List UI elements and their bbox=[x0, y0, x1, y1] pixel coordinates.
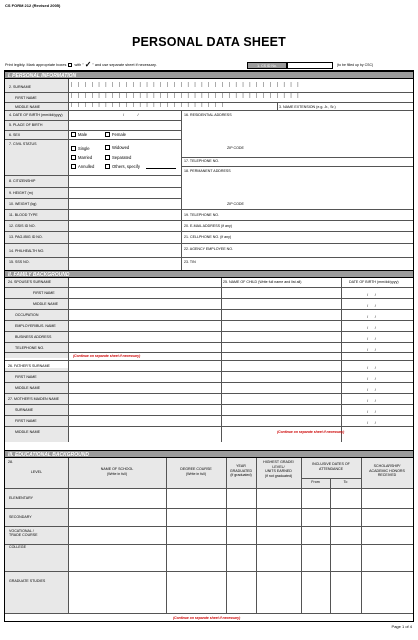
civil-status-label: 7. CIVIL STATUS bbox=[9, 142, 37, 146]
education-level-secondary: SECONDARY bbox=[9, 515, 32, 519]
first-name-label: FIRST NAME bbox=[15, 96, 37, 100]
education-from-header: From bbox=[311, 480, 320, 484]
instructions-with: with " bbox=[74, 63, 84, 67]
section-personal-header bbox=[5, 71, 413, 79]
civil-widowed-checkbox[interactable] bbox=[105, 145, 110, 150]
education-degree-header: DEGREE COURSE (Write in full) bbox=[180, 467, 212, 476]
form-body: I. PERSONAL INFORMATION 2. SURNAME | | | | | | | | | | | | | | | | | | | | | | | | | | | | | | | | | | FIRST NAME | | | | | | | | | | | | | | | | | | | | | | | | | | | | | | | | | | MIDDLE NAME | | | | | | | | | | | | | | | | | | | | | | | 3. NAME EXTENSION (e.g. Jr., Sr.) 4. DATE OF BIRTH (mm/dd/yyyy) / / 16. RESIDENTIAL ADDRESS 5. PLACE OF BIRTH 6. SEX Male Female 7. CIVIL STATUS ZIP CODE Single Widowed Married Separated 17. TELEPHONE NO. Annulled Others, specify 18. PERMANENT ADDRESS 8. CITIZENSHIP 9. HEIGHT (m) 10. WEIGHT (kg) ZIP CODE 11. BLOOD TYPE 19. TELEPHONE NO. 12. GSIS ID NO. 20. E-MAIL ADDRESS (if any) 13. PAG-IBIG ID NO. 21. CELLPHONE NO. (if any) 14. PHILHEALTH NO. 22. AGENCY EMPLOYEE NO. 15. SSS NO. 23. TIN II. FAMILY BACKGROUND 24. SPOUSE'S SURNAME 25. NAME OF CHILD (Write full name and list all) DATE OF BIRTH (mm/dd/yyyy) FIRST NAME MIDDLE NAME OCCUPATION EMPLOYER/BUS. NAME BUSINESS ADDRESS TELEPHONE NO. (Continue on separate sheet if necessary) 26. FATHER'S SURNAME FIRST NAME MIDDLE NAME 27. MOTHER'S MAIDEN NAME SURNAME FIRST NAME MIDDLE NAME (Continue on separate sheet if necessary) / / / / / / / / / / / / / / / / / / / / / / / / III. EDUCATIONAL BACKGROUND 28. LEVEL NAME OF SCHOOL (Write in full) DEGREE COURSE (Write in full) YEAR GRADUATED (if graduated) HIGHEST GRADE/ LEVEL/ UNITS EARNED (if not graduated) INCLUSIVE DATES OF ATTENDANCE From To SCHOLARSHIP/ ACADEMIC HONORS RECEIVED ELEMENTARY SECONDARY VOCATIONAL / TRADE COURSE COLLEGE GRADUATE STUDIES (Continue on separate sheet if necessary) bbox=[4, 70, 414, 622]
continue-note-2: (Continue on separate sheet if necessary) bbox=[277, 430, 345, 434]
cs-id-note: (to be filled up by CSC) bbox=[337, 63, 374, 67]
first-name-field[interactable]: | | | | | | | | | | | | | | | | | | | | | | | | | | | | | | | | | | bbox=[71, 93, 299, 99]
height-label: 9. HEIGHT (m) bbox=[9, 191, 33, 195]
checkbox-sample-icon bbox=[68, 63, 72, 67]
gsis-label: 12. GSIS ID NO. bbox=[9, 224, 36, 228]
spouse-middle-name-label: MIDDLE NAME bbox=[33, 302, 58, 306]
middle-name-field[interactable]: | | | | | | | | | | | | | | | | | | | | | | | bbox=[71, 102, 224, 108]
dob-label: 4. DATE OF BIRTH (mm/dd/yyyy) bbox=[9, 113, 63, 117]
education-level-college: COLLEGE bbox=[9, 545, 26, 549]
pagibig-label: 13. PAG-IBIG ID NO. bbox=[9, 235, 43, 239]
form-id: CS FORM 212 (Revised 2005) bbox=[5, 3, 61, 8]
middle-name-label: MIDDLE NAME bbox=[15, 105, 40, 109]
civil-married-checkbox[interactable] bbox=[71, 155, 76, 160]
children-dob-header: DATE OF BIRTH (mm/dd/yyyy) bbox=[349, 280, 399, 284]
education-year-header: YEAR GRADUATED (if graduated) bbox=[229, 464, 253, 478]
page-number: Page 1 of 4 bbox=[391, 624, 412, 629]
education-level-header: LEVEL bbox=[30, 470, 43, 474]
sex-label: 6. SEX bbox=[9, 133, 21, 137]
education-inclusive-header: INCLUSIVE DATES OF ATTENDANCE bbox=[312, 462, 350, 471]
section-family-header bbox=[5, 270, 413, 278]
blood-type-label: 11. BLOOD TYPE bbox=[9, 213, 38, 217]
civil-others-label: Others, specify bbox=[112, 164, 140, 169]
zip-code-1-label: ZIP CODE bbox=[227, 146, 244, 150]
mother-maiden-label: 27. MOTHER'S MAIDEN NAME bbox=[8, 397, 60, 401]
civil-annulled-label: Annulled bbox=[78, 164, 95, 169]
civil-married-label: Married bbox=[78, 155, 93, 160]
continue-note-1: (Continue on separate sheet if necessary) bbox=[73, 354, 141, 358]
spouse-first-name-label: FIRST NAME bbox=[33, 291, 55, 295]
spouse-surname-label: 24. SPOUSE'S SURNAME bbox=[8, 280, 52, 284]
name-extension-label: 3. NAME EXTENSION (e.g. Jr., Sr.) bbox=[279, 105, 336, 109]
education-school-header: NAME OF SCHOOL (Write in full) bbox=[100, 467, 134, 476]
education-to-header: To bbox=[343, 480, 348, 484]
mother-middle-name-label: MIDDLE NAME bbox=[15, 430, 40, 434]
spouse-employer-label: EMPLOYER/BUS. NAME bbox=[15, 324, 56, 328]
telephone-1-label: 17. TELEPHONE NO. bbox=[184, 159, 220, 163]
civil-separated-label: Separated bbox=[112, 155, 132, 160]
education-item-number: 28. bbox=[8, 460, 13, 464]
zip-code-2-label: ZIP CODE bbox=[227, 202, 244, 206]
mother-first-name-label: FIRST NAME bbox=[15, 419, 37, 423]
children-header: 25. NAME OF CHILD (Write full name and list all) bbox=[223, 280, 302, 284]
philhealth-label: 14. PHILHEALTH NO. bbox=[9, 249, 45, 253]
civil-annulled-checkbox[interactable] bbox=[71, 164, 76, 169]
father-first-name-label: FIRST NAME bbox=[15, 375, 37, 379]
sex-male-label: Male bbox=[78, 132, 88, 137]
education-highest-header: HIGHEST GRADE/ LEVEL/ UNITS EARNED (if not graduated) bbox=[263, 460, 294, 478]
email-label: 20. E-MAIL ADDRESS (if any) bbox=[184, 224, 232, 228]
surname-label: 2. SURNAME bbox=[9, 85, 31, 89]
telephone-2-label: 19. TELEPHONE NO. bbox=[184, 213, 220, 217]
citizenship-label: 8. CITIZENSHIP bbox=[9, 179, 36, 183]
civil-widowed-label: Widowed bbox=[112, 145, 130, 150]
instructions bbox=[5, 60, 157, 69]
education-honors-header: SCHOLARSHIP/ ACADEMIC HONORS RECEIVED bbox=[369, 464, 405, 478]
tin-label: 23. TIN bbox=[184, 260, 196, 264]
civil-single-label: Single bbox=[78, 146, 90, 151]
checkmark-icon: ✓ bbox=[84, 60, 92, 69]
sex-female-checkbox[interactable] bbox=[105, 132, 110, 137]
father-surname-label: 26. FATHER'S SURNAME bbox=[8, 364, 50, 368]
cs-id-label: 1. CS ID No. bbox=[247, 62, 287, 69]
instructions-suffix: " and use separate sheet if necessary. bbox=[92, 63, 157, 67]
sss-label: 15. SSS NO. bbox=[9, 260, 30, 264]
spouse-occupation-label: OCCUPATION bbox=[15, 313, 39, 317]
residential-address-label: 16. RESIDENTIAL ADDRESS bbox=[184, 113, 232, 117]
section-personal-title: I. PERSONAL INFORMATION bbox=[8, 73, 77, 79]
instructions-prefix: Print legibly. Mark appropriate boxes bbox=[5, 63, 67, 67]
section-education-title: III. EDUCATIONAL BACKGROUND bbox=[8, 452, 89, 458]
civil-separated-checkbox[interactable] bbox=[105, 155, 110, 160]
mother-surname-label: SURNAME bbox=[15, 408, 33, 412]
section-family-title: II. FAMILY BACKGROUND bbox=[8, 272, 70, 278]
permanent-address-label: 18. PERMANENT ADDRESS bbox=[184, 169, 231, 173]
civil-single-checkbox[interactable] bbox=[71, 146, 76, 151]
page-title: PERSONAL DATA SHEET bbox=[131, 35, 287, 49]
section-education-header bbox=[5, 450, 413, 458]
sex-female-label: Female bbox=[112, 132, 126, 137]
education-level-graduate: GRADUATE STUDIES bbox=[9, 579, 46, 583]
sex-male-checkbox[interactable] bbox=[71, 132, 76, 137]
continue-note-3: (Continue on separate sheet if necessary) bbox=[173, 616, 241, 620]
education-level-elementary: ELEMENTARY bbox=[9, 496, 34, 500]
education-level-vocational: VOCATIONAL / TRADE COURSE bbox=[9, 529, 38, 537]
spouse-business-address-label: BUSINESS ADDRESS bbox=[15, 335, 52, 339]
agency-employee-label: 22. AGENCY EMPLOYEE NO. bbox=[184, 247, 234, 251]
surname-field[interactable]: | | | | | | | | | | | | | | | | | | | | | | | | | | | | | | | | | | bbox=[71, 82, 299, 88]
spouse-telephone-label: TELEPHONE NO. bbox=[15, 346, 45, 350]
civil-others-checkbox[interactable] bbox=[105, 164, 110, 169]
father-middle-name-label: MIDDLE NAME bbox=[15, 386, 40, 390]
cs-id-field[interactable] bbox=[287, 62, 333, 69]
weight-label: 10. WEIGHT (kg) bbox=[9, 202, 37, 206]
cellphone-label: 21. CELLPHONE NO. (if any) bbox=[184, 235, 232, 239]
pob-label: 5. PLACE OF BIRTH bbox=[9, 123, 43, 127]
